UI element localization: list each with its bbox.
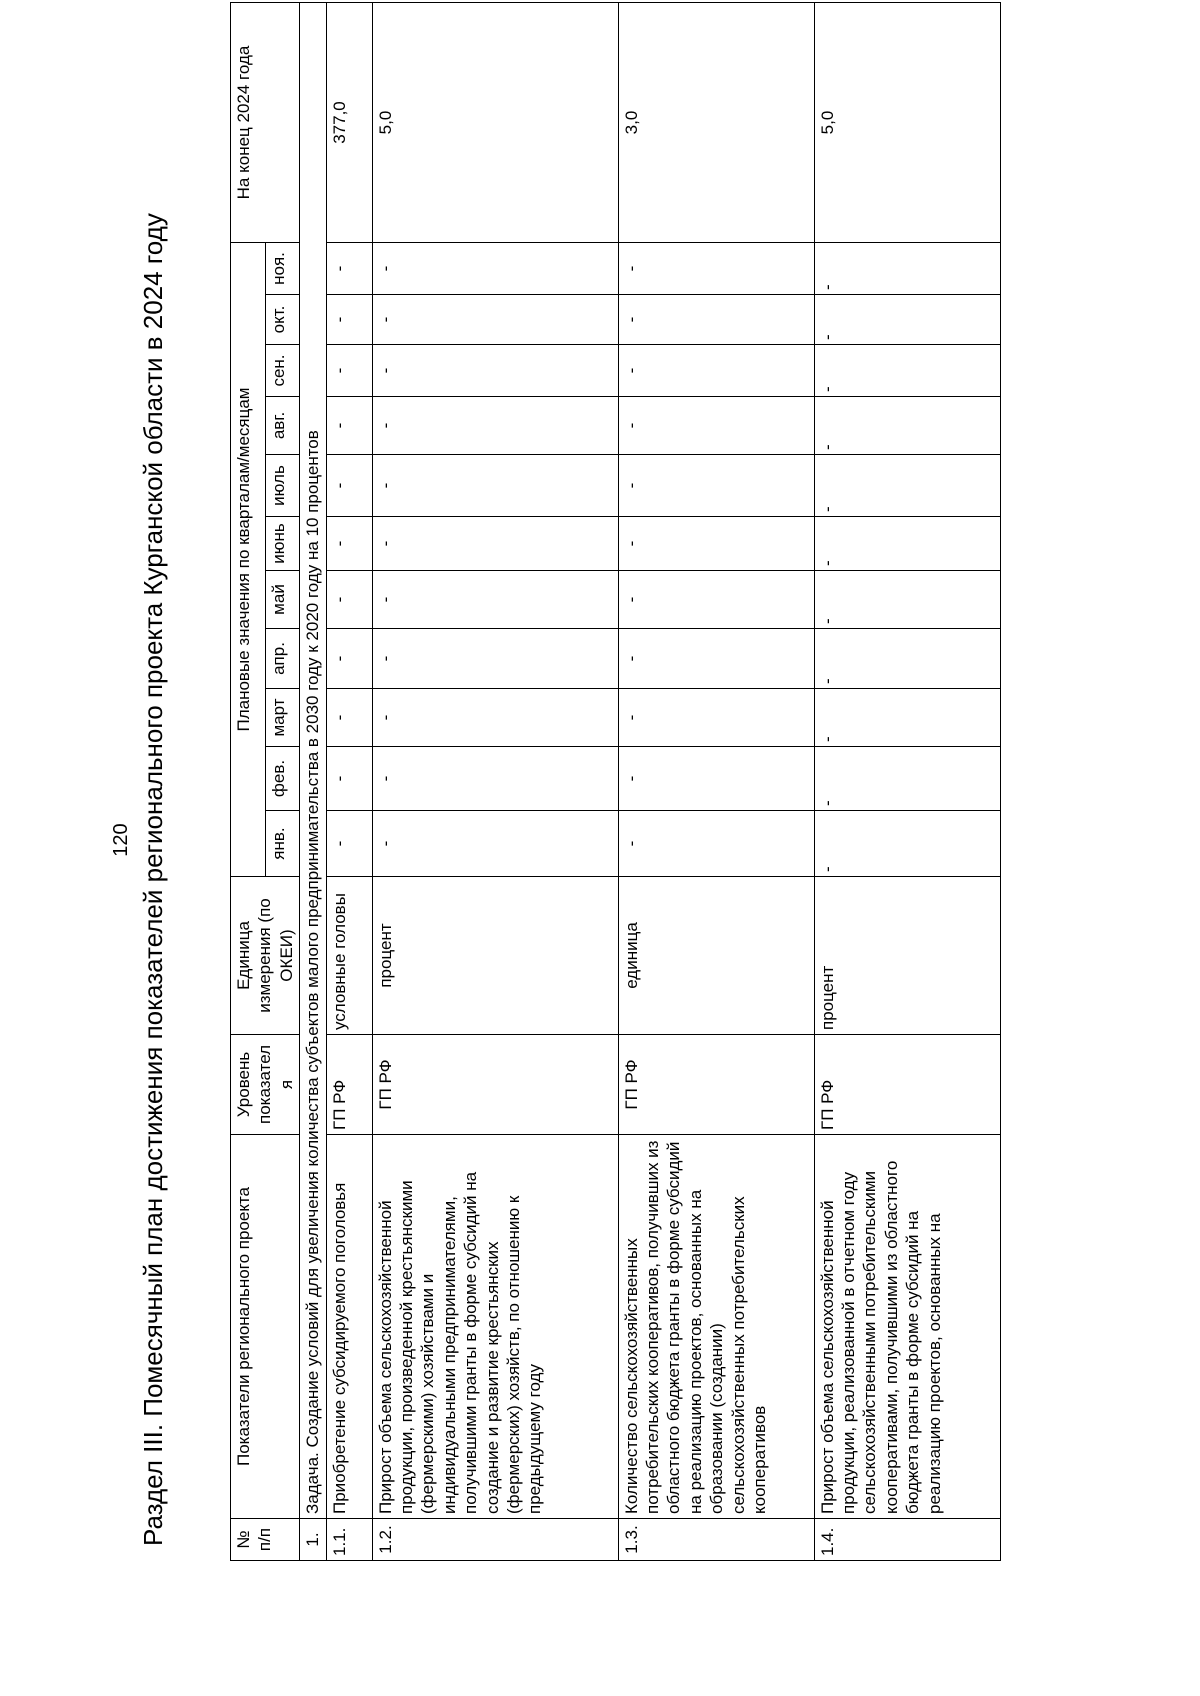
month-value: - <box>326 345 372 397</box>
month-value: - <box>326 295 372 345</box>
row-level: ГП РФ <box>326 1035 372 1135</box>
month-value: - <box>618 517 814 571</box>
month-value: - <box>372 243 618 295</box>
row-level: ГП РФ <box>814 1035 1000 1135</box>
year-end-value: 377,0 <box>326 3 372 243</box>
month-value: - <box>814 629 1000 689</box>
month-value: - <box>618 571 814 629</box>
month-value: - <box>814 689 1000 747</box>
task-text: Задача. Создание условий для увеличения количества субъектов малого предпринимательства в 2030 году к 2020 году на 10 процентов <box>300 3 326 1519</box>
month-value: - <box>618 243 814 295</box>
month-value: - <box>814 455 1000 517</box>
row-num: 1.2. <box>372 1519 618 1561</box>
table-row <box>618 3 814 1561</box>
month-value: - <box>618 345 814 397</box>
header-row-1 <box>231 3 266 1561</box>
page-number: 120 <box>110 823 132 857</box>
month-value: - <box>372 397 618 455</box>
month-header: июль <box>265 455 300 517</box>
month-header: апр. <box>265 629 300 689</box>
month-value: - <box>814 517 1000 571</box>
row-level: ГП РФ <box>618 1035 814 1135</box>
row-level: ГП РФ <box>372 1035 618 1135</box>
month-header: окт. <box>265 295 300 345</box>
row-indicator: Прирост объема сельскохозяйственной продукции, произведенной крестьянскими (фермерскими) хозяйствами и индивидуальными предпринимателями, получившими гранты в форме субсидий на создание и развитие крестьянских (фермерских) хозяйств, по отношению к предыдущему году <box>372 1135 618 1519</box>
month-value: - <box>372 517 618 571</box>
row-num: 1.3. <box>618 1519 814 1561</box>
table-row <box>326 3 372 1561</box>
month-value: - <box>618 629 814 689</box>
month-header: янв. <box>265 811 300 877</box>
col-header-year-end: На конец 2024 года <box>231 3 300 243</box>
col-header-level: Уровень показател я <box>231 1035 300 1135</box>
month-value: - <box>618 811 814 877</box>
table-row <box>814 3 1000 1561</box>
row-unit: условные головы <box>326 877 372 1035</box>
month-value: - <box>814 747 1000 811</box>
col-header-num: № п/п <box>231 1519 300 1561</box>
month-value: - <box>372 689 618 747</box>
month-value: - <box>618 295 814 345</box>
row-indicator: Прирост объема сельскохозяйственной продукции, реализованной в отчетном году сельскохозяйственными потребительскими кооперативами, получившими из областного бюджета гранты в форме субсидий на реализацию проектов, основанных на <box>814 1135 1000 1519</box>
month-value: - <box>814 243 1000 295</box>
month-value: - <box>618 689 814 747</box>
month-header: авг. <box>265 397 300 455</box>
month-header: июнь <box>265 517 300 571</box>
month-value: - <box>814 811 1000 877</box>
col-header-indicator: Показатели регионального проекта <box>231 1135 300 1519</box>
task-row <box>300 3 326 1561</box>
month-value: - <box>326 571 372 629</box>
year-end-value: 5,0 <box>372 3 618 243</box>
col-header-unit: Единица измерения (по ОКЕИ) <box>231 877 300 1035</box>
month-value: - <box>372 747 618 811</box>
row-indicator: Приобретение субсидируемого поголовья <box>326 1135 372 1519</box>
col-header-plan: Плановые значения по кварталам/месяцам <box>231 243 266 877</box>
month-value: - <box>814 345 1000 397</box>
month-value: - <box>326 629 372 689</box>
month-value: - <box>372 629 618 689</box>
month-value: - <box>326 397 372 455</box>
month-value: - <box>618 397 814 455</box>
month-value: - <box>372 345 618 397</box>
month-header: май <box>265 571 300 629</box>
month-value: - <box>814 571 1000 629</box>
month-value: - <box>618 747 814 811</box>
month-value: - <box>372 455 618 517</box>
month-value: - <box>326 455 372 517</box>
month-value: - <box>326 243 372 295</box>
month-value: - <box>326 811 372 877</box>
row-unit: единица <box>618 877 814 1035</box>
month-header: ноя. <box>265 243 300 295</box>
row-num: 1.4. <box>814 1519 1000 1561</box>
page-title: Раздел III. Помесячный план достижения показателей регионального проекта Курганской области в 2024 году <box>138 213 168 1546</box>
row-indicator: Количество сельскохозяйственных потребительских кооперативов, получивших из областного бюджета гранты в форме субсидий на реализацию проектов, основанных на образовании (создании) сельскохозяйственных потребительских кооперативов <box>618 1135 814 1519</box>
table-row <box>372 3 618 1561</box>
indicators-table <box>230 2 1001 1561</box>
month-header: фев. <box>265 747 300 811</box>
month-value: - <box>372 571 618 629</box>
month-value: - <box>372 295 618 345</box>
row-unit: процент <box>372 877 618 1035</box>
month-value: - <box>814 295 1000 345</box>
month-header: март <box>265 689 300 747</box>
month-value: - <box>326 747 372 811</box>
month-value: - <box>326 689 372 747</box>
year-end-value: 3,0 <box>618 3 814 243</box>
month-header: сен. <box>265 345 300 397</box>
task-num: 1. <box>300 1519 326 1561</box>
year-end-value: 5,0 <box>814 3 1000 243</box>
month-value: - <box>372 811 618 877</box>
month-value: - <box>814 397 1000 455</box>
month-value: - <box>618 455 814 517</box>
row-unit: процент <box>814 877 1000 1035</box>
row-num: 1.1. <box>326 1519 372 1561</box>
month-value: - <box>326 517 372 571</box>
